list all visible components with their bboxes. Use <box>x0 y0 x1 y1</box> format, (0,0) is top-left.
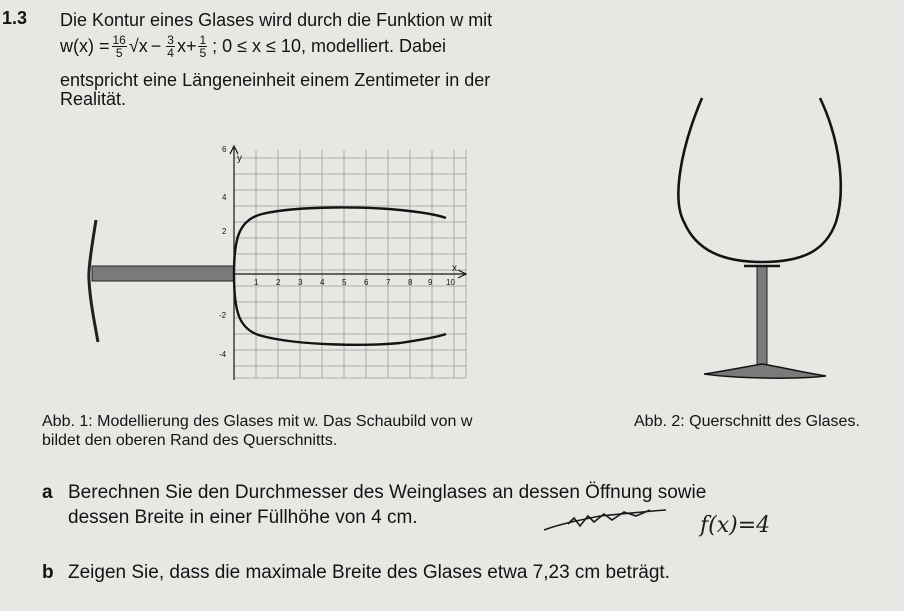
y-tick-minus-2: -2 <box>219 311 227 320</box>
y-tick-minus-4: -4 <box>219 350 227 359</box>
frac3-num: 1 <box>199 33 207 47</box>
x-tick-1: 1 <box>254 278 259 287</box>
formula-domain: ; 0 ≤ x ≤ 10, modelliert. Dabei <box>212 36 447 56</box>
frac2-num: 3 <box>167 33 174 47</box>
question-b-text1: Zeigen Sie, dass die maximale Breite des Glases etwa 7,23 cm beträgt. <box>68 562 670 583</box>
y-axis-label: y <box>237 153 242 164</box>
y-tick-6: 6 <box>222 145 227 154</box>
wine-glass-stem <box>757 266 767 366</box>
glass-stem <box>92 266 234 281</box>
question-a-line2: dessen Breite in einer Füllhöhe von 4 cm. <box>68 507 418 528</box>
wine-glass-bowl <box>678 98 840 262</box>
formula-lhs: w(x) = <box>60 36 110 56</box>
wine-glass-foot <box>704 364 826 378</box>
question-a-line1 <box>42 482 706 504</box>
intro-line-3: entspricht eine Längeneinheit einem Zentimeter in der <box>60 70 491 90</box>
intro-line-4: Realität. <box>60 89 127 109</box>
x-axis-label: x <box>452 263 457 274</box>
frac3-den: 5 <box>199 46 207 60</box>
task-number: 1.3 <box>2 8 28 28</box>
question-a-tag: a <box>42 482 53 503</box>
question-b-tag: b <box>42 562 54 583</box>
x-tick-6: 6 <box>364 278 369 287</box>
question-b-line1 <box>42 562 670 584</box>
handwritten-scribble <box>544 510 666 530</box>
minus-sign: − <box>150 36 162 56</box>
x-tick-5: 5 <box>342 278 347 287</box>
figure2-caption: Abb. 2: Querschnitt des Glases. <box>634 413 860 430</box>
y-tick-2: 2 <box>222 227 227 236</box>
frac2-den: 4 <box>167 46 174 60</box>
x-plus: x+ <box>176 36 197 56</box>
frac1-num: 16 <box>112 33 126 47</box>
figure1-caption-line1: Abb. 1: Modellierung des Glases mit w. Das Schaubild von w <box>42 413 473 430</box>
frac1-den: 5 <box>115 46 123 60</box>
x-tick-7: 7 <box>386 278 391 287</box>
x-tick-4: 4 <box>320 278 325 287</box>
x-tick-3: 3 <box>298 278 303 287</box>
handwritten-note: f(x)=4 <box>700 513 771 538</box>
x-tick-2: 2 <box>276 278 281 287</box>
intro-line-1: Die Kontur eines Glases wird durch die Funktion w mit <box>60 10 493 30</box>
x-tick-9: 9 <box>428 278 433 287</box>
upper-contour-curve <box>234 207 446 274</box>
sqrt-x: √x <box>128 36 148 56</box>
y-tick-4: 4 <box>222 193 227 202</box>
figure1-caption-line2: bildet den oberen Rand des Querschnitts. <box>42 432 338 449</box>
question-a-text1: Berechnen Sie den Durchmesser des Weinglases an dessen Öffnung sowie <box>68 482 707 503</box>
x-tick-8: 8 <box>408 278 413 287</box>
x-tick-10: 10 <box>446 278 455 287</box>
